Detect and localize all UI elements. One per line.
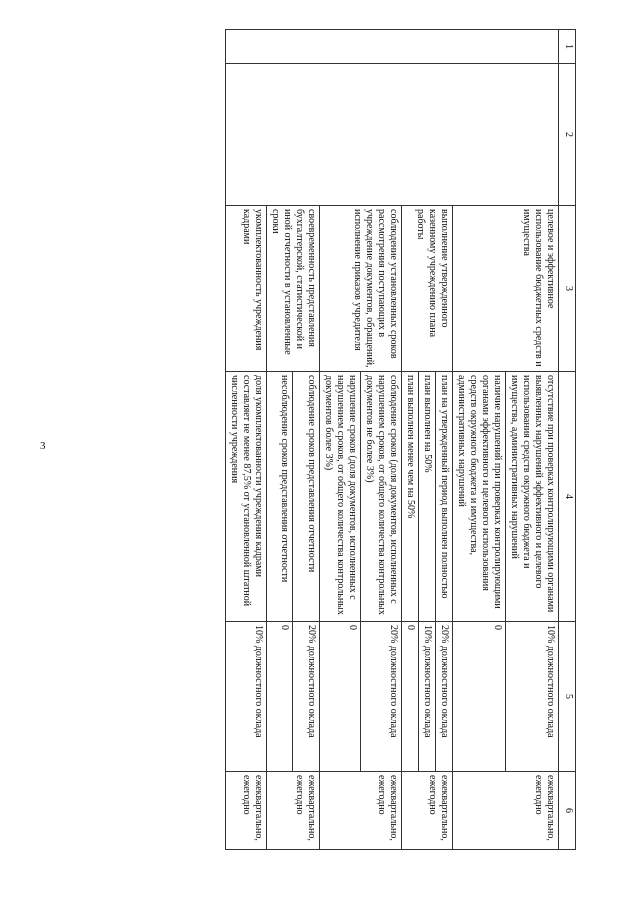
criterion-cell: отсутствие при проверках контролирующими органами выявленных нарушений эффективного и целевого использования средств окружного бюджета и имущества, административных нарушений [506,372,559,622]
header-col-3: 3 [559,206,576,372]
criterion-cell: соблюдение сроков представления отчетности [293,372,320,622]
page-number: 3 [40,440,46,452]
indicator-cell: укомплектованность учреждения кадрами [226,206,267,372]
criterion-cell: план выполнен на 50% [419,372,436,622]
criterion-cell: план на утвержденный период выполнен полностью [436,372,453,622]
criterion-cell: наличие нарушений при проверках контролирующими органами эффективного и целевого использования средств окружного бюджета и имущества, административных нарушений [453,372,506,622]
header-row [559,30,576,850]
amount-cell: 10% должностного оклада [506,622,559,772]
period-cell: ежеквартально, ежегодно [267,772,320,850]
criteria-table [225,29,576,850]
criterion-cell: несоблюдение сроков представления отчетности [267,372,294,622]
header-col-1: 1 [559,30,576,64]
header-col-5: 5 [559,622,576,772]
criterion-cell: нарушение сроков (доля документов, исполненных с нарушением сроков, от общего количества контрольных документов более 3%) [320,372,361,622]
amount-cell: 20% должностного оклада [293,622,320,772]
header-col-4: 4 [559,372,576,622]
amount-cell: 10% должностного оклада [419,622,436,772]
header-col-6: 6 [559,772,576,850]
criterion-cell: доля укомплектованности учреждения кадрами составляет не менее 87,5% от установленной штатной численности учреждения [226,372,267,622]
amount-cell: 0 [453,622,506,772]
col2-cell [226,64,559,206]
indicator-cell: соблюдение установленных сроков рассмотрения поступающих в учреждение документов, обращений, исполнение приказов учредителя [320,206,402,372]
amount-cell: 10% должностного оклада [226,622,267,772]
amount-cell: 0 [402,622,419,772]
amount-cell: 20% должностного оклада [361,622,402,772]
criterion-cell: план выполнен менее чем на 50% [402,372,419,622]
period-cell: ежеквартально, ежегодно [320,772,402,850]
indicator-cell: целевое и эффективное использование бюджетных средств и имущества [453,206,559,372]
period-cell: ежеквартально, ежегодно [453,772,559,850]
indicator-cell: своевременность представления бухгалтерской, статистической и иной отчетности в установленные сроки [267,206,320,372]
period-cell: ежеквартально, ежегодно [226,772,267,850]
period-cell: ежеквартально, ежегодно [402,772,453,850]
rotated-table-container [86,29,576,849]
indicator-cell: выполнение утвержденного казенному учреждению плана работы [402,206,453,372]
amount-cell: 0 [267,622,294,772]
amount-cell: 0 [320,622,361,772]
amount-cell: 20% должностного оклада [436,622,453,772]
criterion-cell: соблюдение сроков (доля документов, исполненных с нарушением сроков, от общего количества контрольных документов не более 3%) [361,372,402,622]
table-row [506,30,559,850]
col1-cell [226,30,559,64]
header-col-2: 2 [559,64,576,206]
